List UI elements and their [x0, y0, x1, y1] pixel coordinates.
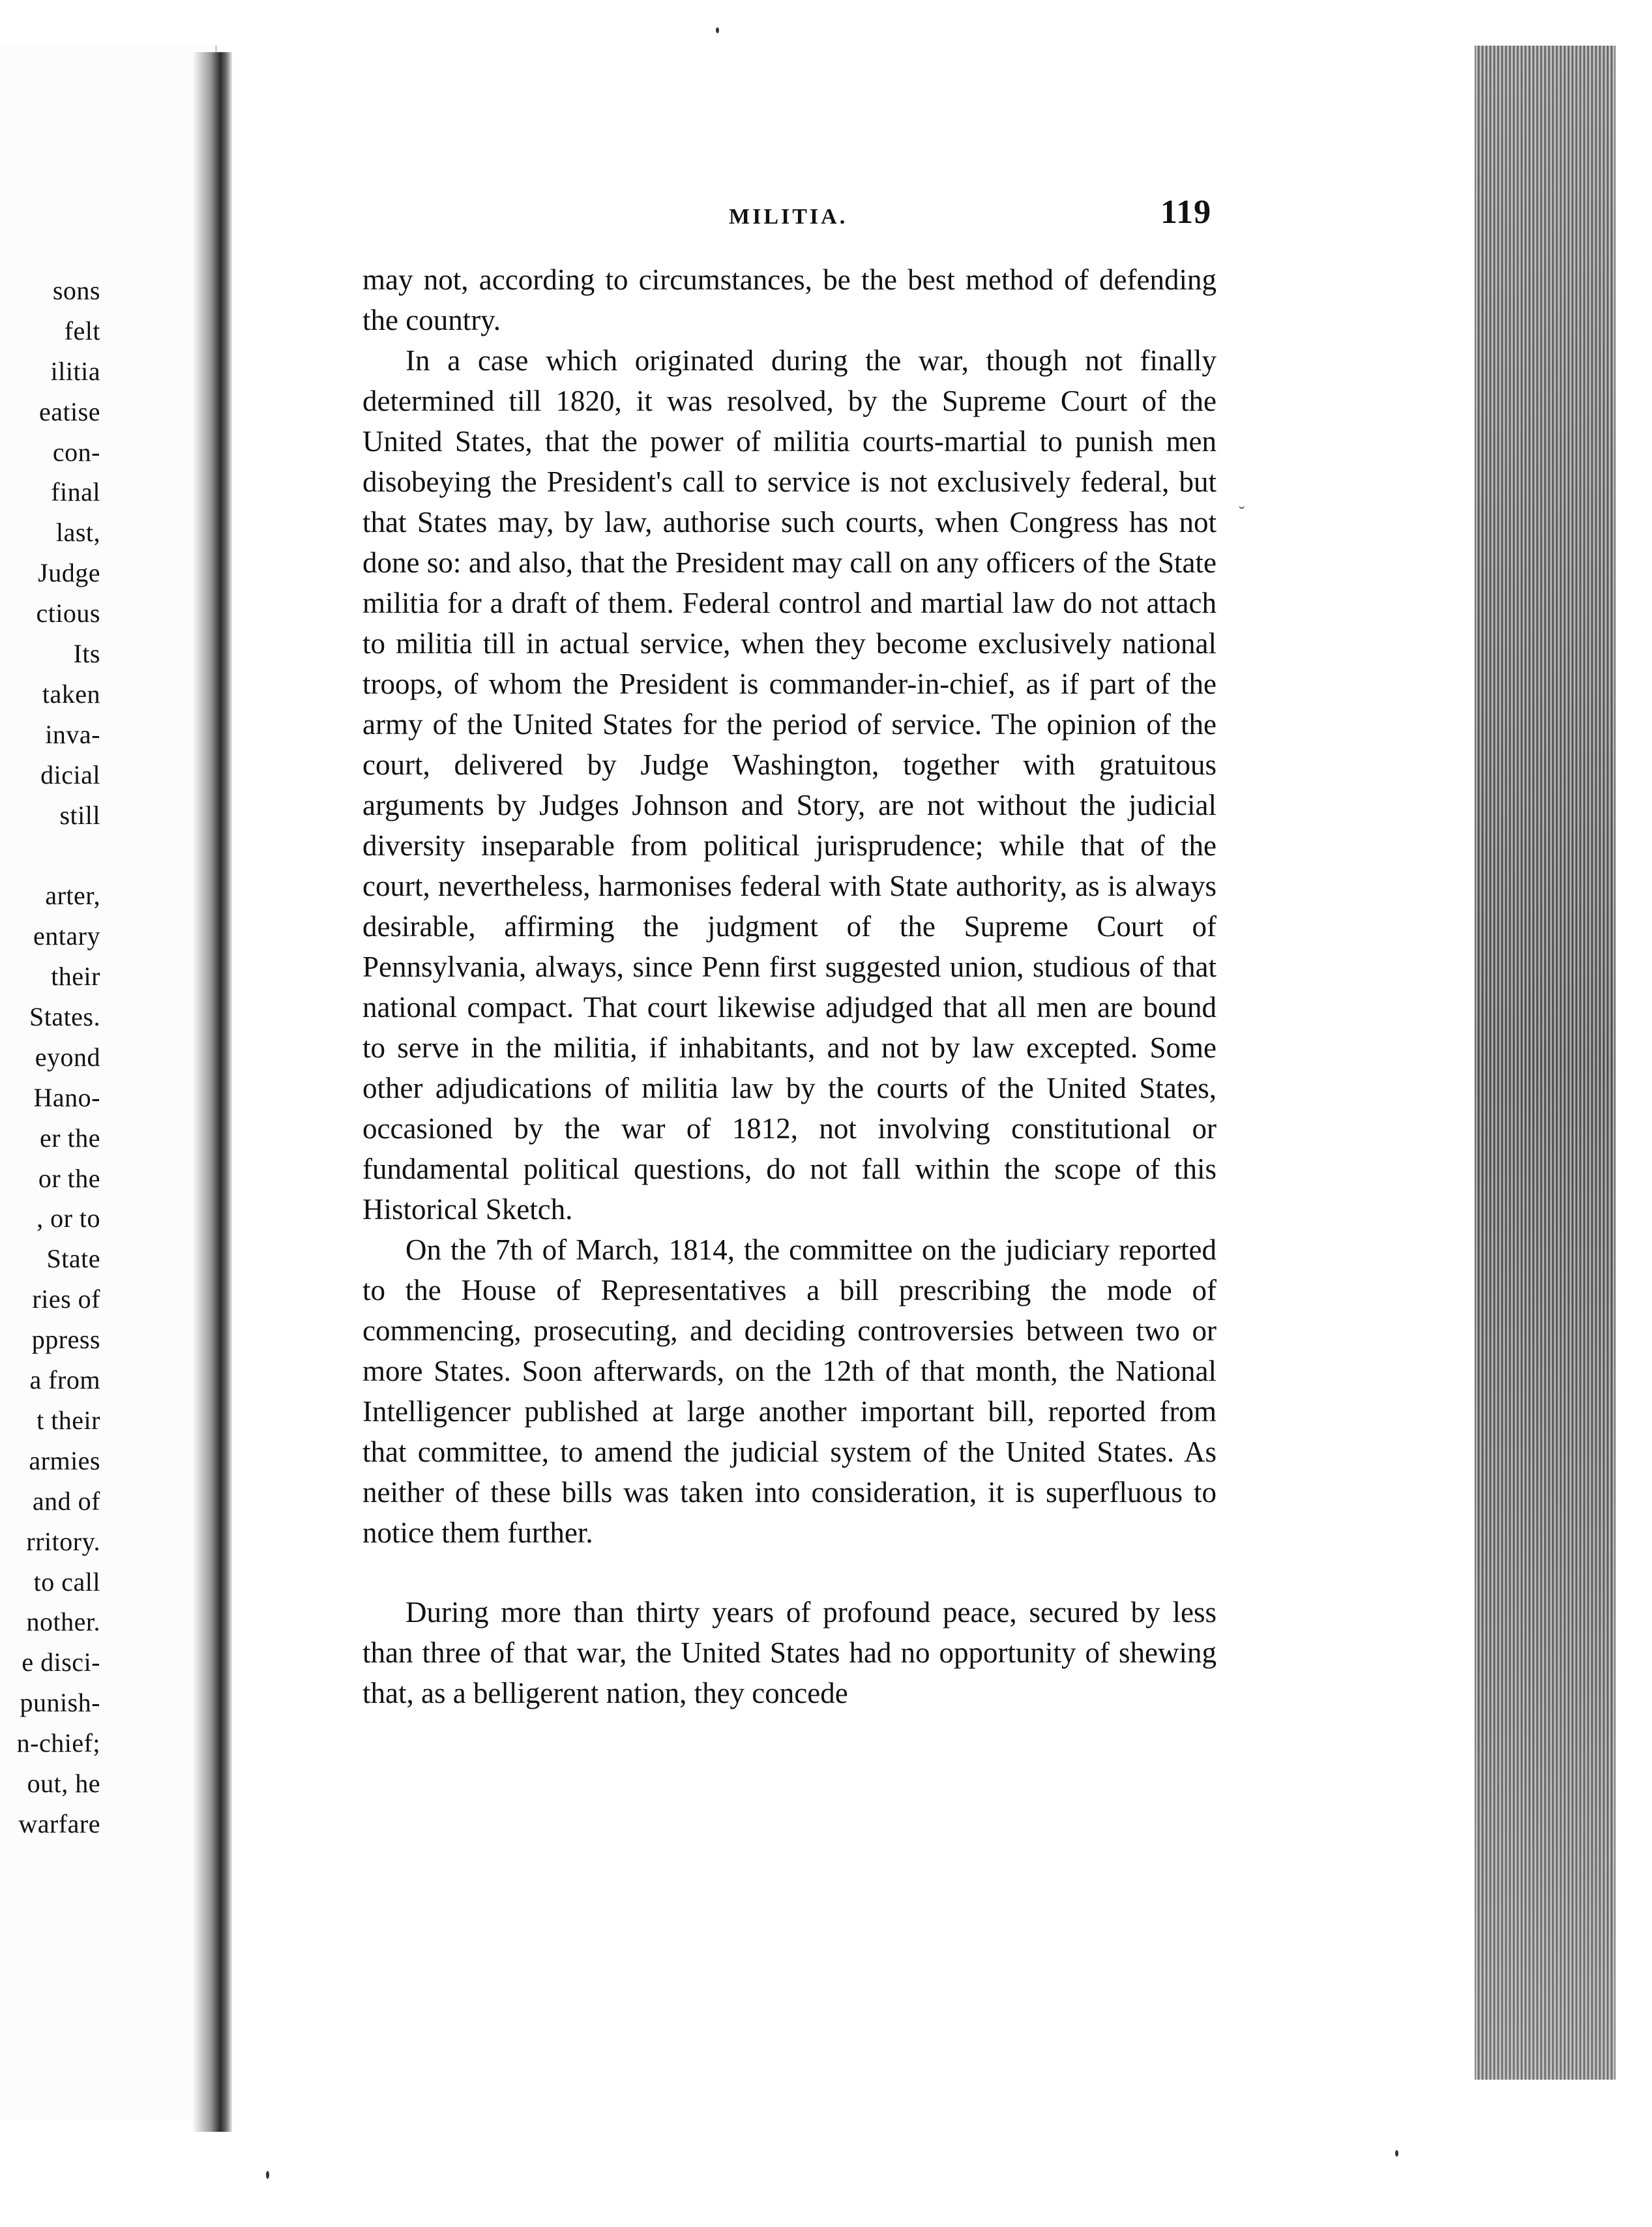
page-body	[362, 259, 1217, 1713]
previous-page-text	[17, 271, 100, 1844]
previous-page-line: t their	[37, 1405, 100, 1435]
running-title: MILITIA.	[729, 205, 848, 229]
previous-page-line: or the	[38, 1163, 100, 1193]
previous-page-line: rritory.	[26, 1526, 100, 1556]
paragraph-continued: may not, according to circumstances, be the best method of defending the country.	[362, 263, 1217, 336]
previous-page-line: their	[51, 962, 100, 992]
previous-page-line	[17, 835, 100, 876]
previous-page-line: Its	[73, 639, 100, 669]
previous-page-line: er the	[40, 1123, 100, 1153]
paragraph-supreme-court: In a case which originated during the war, though not finally determined till 1820, it was resolved, by the Supreme Court of the United States, that the power of militia courts-martial to punish men disobeying the President's call to service is not exclusively federal, but that States may, by law, authorise such courts, when Congress has not done so: and also, that the President may call on any officers of the State militia for a draft of them. Federal control and martial law do not attach to militia till in actual service, when they become exclusively national troops, of whom the President is commander-in-chief, as if part of the army of the United States for the period of service. The opinion of the court, delivered by Judge Washington, together with gratuitous arguments by Judges Johnson and Story, are not without the judicial diversity inseparable from political jurisprudence; while that of the court, nevertheless, harmonises federal with State authority, as is always desirable, affirming the judgment of the Supreme Court of Pennsylvania, always, since Penn first suggested union, studious of that national compact. That court likewise adjudged that all men are bound to serve in the militia, if inhabitants, and not by law excepted. Some other adjudications of militia law by the courts of the United States, occasioned by the war of 1812, not involving constitutional or fundamental political questions, do not fall within the scope of this Historical Sketch.	[362, 344, 1217, 1226]
previous-page-line: States.	[29, 1002, 100, 1032]
previous-page-line: dicial	[40, 760, 100, 789]
scan-background	[1615, 39, 1652, 2227]
scan-speck	[266, 2171, 269, 2179]
previous-page-line: armies	[29, 1445, 100, 1475]
previous-page-line: a from	[29, 1365, 100, 1395]
previous-page-line: ries of	[32, 1284, 100, 1314]
previous-page-line: entary	[33, 921, 100, 951]
page-number: 119	[1160, 194, 1212, 231]
previous-page-line: last,	[55, 518, 100, 548]
previous-page-line: ctious	[36, 598, 100, 628]
previous-page-line: con-	[52, 437, 100, 467]
section-break	[362, 1553, 1217, 1592]
previous-page-line: still	[59, 800, 100, 830]
previous-page-line: nother.	[26, 1607, 100, 1637]
previous-page-line: eatise	[38, 396, 100, 426]
previous-page-line: arter,	[45, 881, 100, 911]
previous-page-line: and of	[32, 1486, 100, 1516]
previous-page-line: eyond	[35, 1042, 100, 1072]
previous-page-line: e disci-	[22, 1647, 100, 1677]
scan-speck	[716, 27, 719, 33]
previous-page-line: Judge	[38, 558, 100, 588]
margin-mark: ˘	[1239, 503, 1245, 524]
previous-page-line: final	[51, 477, 100, 507]
scan-speck	[1395, 2150, 1398, 2157]
previous-page-line: n-chief;	[16, 1728, 100, 1758]
previous-page-line: warfare	[18, 1808, 100, 1838]
paragraph-judiciary-committee: On the 7th of March, 1814, the committee on the judiciary reported to the House of Representatives a bill prescribing the mode of commencing, prosecuting, and deciding controversies between two or more States. Soon afterwards, on the 12th of that month, the National Intelligencer published at large another important bill, reported from that committee, to amend the judicial system of the United States. As neither of these bills was taken into consideration, it is superfluous to notice them further.	[362, 1233, 1217, 1549]
previous-page-line: , or to	[37, 1203, 100, 1233]
page-edges-shade	[1475, 46, 1615, 2080]
previous-page-line: to call	[33, 1567, 100, 1597]
previous-page-line: ppress	[31, 1325, 100, 1355]
previous-page-line: ilitia	[50, 356, 100, 386]
previous-page-line: sons	[52, 276, 100, 305]
previous-page-line: State	[46, 1244, 100, 1274]
previous-page-line: Hano-	[33, 1082, 100, 1112]
book-gutter-shadow	[193, 52, 232, 2132]
paragraph-peace: During more than thirty years of profound peace, secured by less than three of that war, the United States had no opportunity of shewing that, as a belligerent nation, they concede	[362, 1596, 1217, 1709]
previous-page-line: taken	[42, 679, 100, 709]
previous-page-line: inva-	[45, 719, 100, 749]
previous-page-line: felt	[64, 316, 100, 346]
previous-page-line: out, he	[27, 1768, 100, 1798]
previous-page-line: punish-	[20, 1688, 100, 1718]
